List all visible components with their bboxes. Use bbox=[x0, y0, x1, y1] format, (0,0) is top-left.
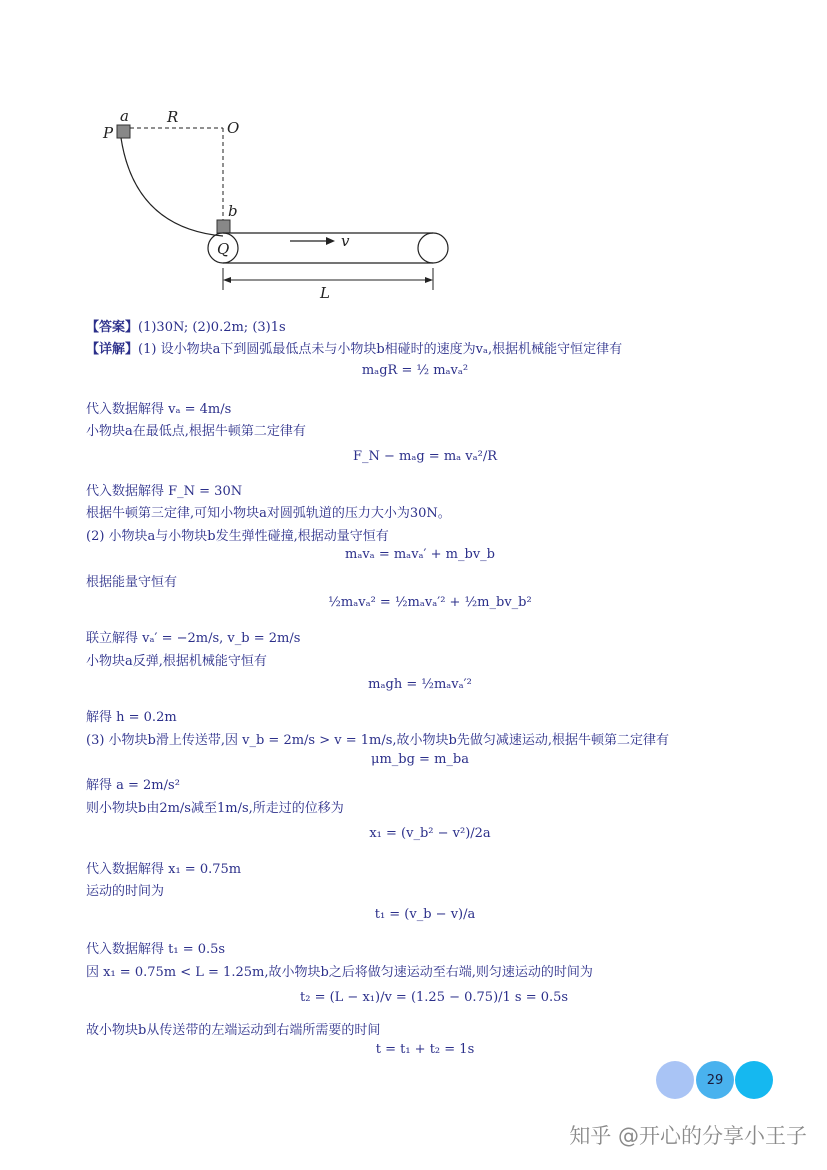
watermark: 知乎 @开心的分享小王子 bbox=[569, 1124, 807, 1148]
detail-line-13: 则小物块b由2m/s减至1m/s,所走过的位移为 bbox=[86, 801, 344, 816]
badge-left bbox=[656, 1061, 694, 1099]
detail-line-18: 故小物块b从传送带的左端运动到右端所需要的时间 bbox=[86, 1023, 381, 1038]
page-number: 29 bbox=[696, 1061, 734, 1099]
detail-line-5: 根据牛顿第三定律,可知小物块a对圆弧轨道的压力大小为30N。 bbox=[86, 506, 451, 521]
detail-line-14: 代入数据解得 x₁ = 0.75m bbox=[86, 862, 242, 877]
equation-8: t₁ = (v_b − v)/a bbox=[374, 907, 476, 922]
equation-10: t = t₁ + t₂ = 1s bbox=[375, 1042, 475, 1057]
detail-line-11: (3) 小物块b滑上传送带,因 v_b = 2m/s > v = 1m/s,故小物块b先做匀减速运动,根据牛顿第二定律有 bbox=[86, 733, 670, 748]
answer-tag: 【答案】 bbox=[86, 320, 139, 335]
detail-line-6: (2) 小物块a与小物块b发生弹性碰撞,根据动量守恒有 bbox=[86, 529, 389, 544]
label-O: O bbox=[227, 119, 240, 137]
detail-line-2: 代入数据解得 vₐ = 4m/s bbox=[86, 402, 232, 417]
physics-diagram bbox=[95, 108, 465, 308]
equation-7: x₁ = (v_b² − v²)/2a bbox=[369, 826, 491, 841]
equation-1: mₐgR = ½ mₐvₐ² bbox=[361, 363, 469, 378]
detail-line-4: 代入数据解得 F_N = 30N bbox=[86, 484, 243, 499]
label-b: b bbox=[228, 202, 238, 220]
detail-line-1: 【详解】(1) 设小物块a下到圆弧最低点未与小物块b相碰时的速度为vₐ,根据机械能守恒定律有 bbox=[86, 342, 623, 357]
arc-track bbox=[121, 138, 223, 236]
block-a bbox=[117, 125, 130, 138]
label-a: a bbox=[120, 108, 129, 125]
equation-2: F_N − mₐg = mₐ vₐ²/R bbox=[352, 449, 498, 464]
detail-line-7: 根据能量守恒有 bbox=[86, 575, 178, 590]
label-P: P bbox=[103, 124, 114, 142]
label-L: L bbox=[320, 284, 330, 302]
detail-line-3: 小物块a在最低点,根据牛顿第二定律有 bbox=[86, 424, 306, 439]
detail-line-10: 解得 h = 0.2m bbox=[86, 710, 177, 725]
detail-line-16: 代入数据解得 t₁ = 0.5s bbox=[86, 942, 226, 957]
equation-4: ½mₐvₐ² = ½mₐvₐ′² + ½m_bv_b² bbox=[328, 595, 532, 610]
label-v: v bbox=[341, 232, 350, 250]
detail-tag: 【详解】 bbox=[86, 342, 139, 357]
detail-line-12: 解得 a = 2m/s² bbox=[86, 778, 180, 793]
detail-line-8: 联立解得 vₐ′ = −2m/s, v_b = 2m/s bbox=[86, 631, 301, 646]
label-R: R bbox=[167, 108, 179, 126]
answer-line bbox=[86, 316, 286, 335]
equation-3: mₐvₐ = mₐvₐ′ + m_bv_b bbox=[345, 547, 495, 562]
equation-5: mₐgh = ½mₐvₐ′² bbox=[368, 677, 472, 692]
block-b bbox=[217, 220, 230, 233]
label-Q: Q bbox=[217, 240, 230, 258]
detail-line-9: 小物块a反弹,根据机械能守恒有 bbox=[86, 654, 267, 669]
equation-6: μm_bg = m_ba bbox=[371, 752, 469, 767]
equation-9: t₂ = (L − x₁)/v = (1.25 − 0.75)/1 s = 0.5s bbox=[300, 990, 569, 1005]
right-roller bbox=[418, 233, 448, 263]
answer-text: (1)30N; (2)0.2m; (3)1s bbox=[138, 320, 286, 335]
detail-line-17: 因 x₁ = 0.75m < L = 1.25m,故小物块b之后将做匀速运动至右端,则匀速运动的时间为 bbox=[86, 965, 593, 980]
badge-right bbox=[735, 1061, 773, 1099]
detail-line-15: 运动的时间为 bbox=[86, 884, 165, 899]
